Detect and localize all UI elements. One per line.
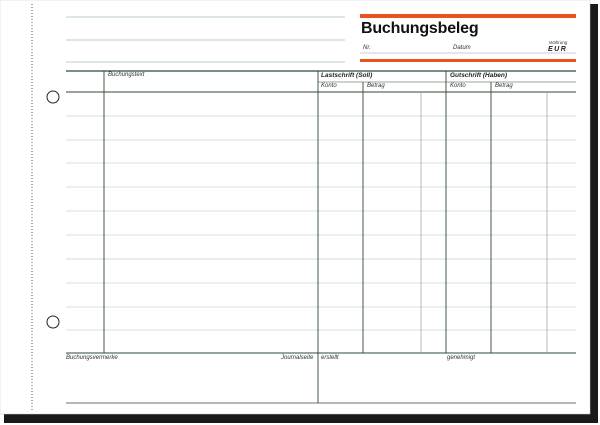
haben-betrag-header: Betrag	[495, 83, 513, 89]
sheet-shadow-right	[590, 4, 598, 423]
buchungstext-header: Buchungstext	[108, 72, 145, 78]
erstellt-label: erstellt	[321, 355, 339, 361]
soll-betrag-header: Betrag	[367, 83, 385, 89]
form-title: Buchungsbeleg	[361, 20, 479, 37]
haben-konto-header: Konto	[450, 83, 466, 89]
sheet-shadow-bottom	[4, 414, 598, 423]
nr-label: Nr.	[363, 45, 371, 51]
gutschrift-header: Gutschrift (Haben)	[450, 72, 508, 79]
soll-konto-header: Konto	[321, 83, 337, 89]
journalseite-label: Journalseite	[281, 355, 314, 361]
currency-value: EUR	[548, 46, 568, 53]
datum-label: Datum	[453, 45, 471, 51]
title-bar-bottom	[360, 59, 576, 62]
waehrung-label: Währung	[549, 40, 568, 45]
title-bar-top	[360, 14, 576, 18]
buchungsvermerke-label: Buchungsvermerke	[66, 355, 118, 361]
punch-hole-top	[47, 91, 59, 103]
lastschrift-header: Lastschrift (Soll)	[321, 72, 373, 79]
genehmigt-label: genehmigt	[447, 355, 476, 361]
punch-hole-bottom	[47, 316, 59, 328]
